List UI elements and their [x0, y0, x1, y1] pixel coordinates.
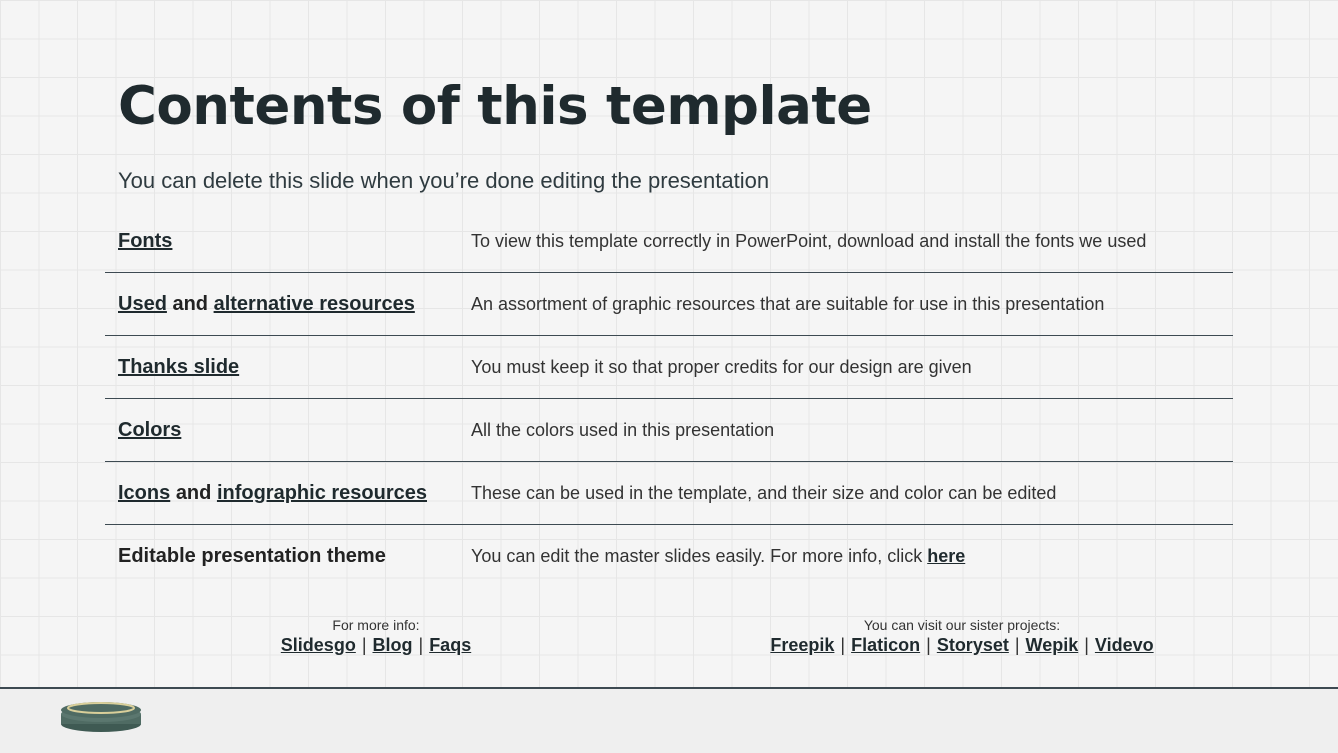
alternative-resources-link[interactable]: alternative resources — [213, 293, 415, 315]
row-description: These can be used in the template, and their size and color can be edited — [471, 483, 1057, 503]
footer-links — [712, 635, 1212, 656]
row-description: You must keep it so that proper credits for our design are given — [471, 357, 972, 377]
row-description: All the colors used in this presentation — [471, 420, 775, 440]
row-label-join: and — [172, 293, 209, 315]
slidesgo-link[interactable]: Slidesgo — [280, 635, 356, 655]
blog-link[interactable]: Blog — [372, 635, 413, 655]
coin-stack-icon — [60, 700, 142, 734]
footer-links — [226, 635, 526, 656]
icons-link[interactable]: Icons — [118, 482, 171, 504]
infographic-resources-link[interactable]: infographic resources — [216, 482, 427, 504]
here-link[interactable]: here — [927, 546, 966, 566]
row-description: To view this template correctly in PowerPoint, download and install the fonts we used — [471, 231, 1147, 251]
separator: | — [361, 635, 367, 655]
row-label — [118, 210, 172, 273]
videvo-link[interactable]: Videvo — [1094, 635, 1154, 655]
row-label — [118, 462, 427, 525]
contents-table — [105, 210, 1233, 588]
footer-caption: For more info: — [332, 617, 420, 633]
freepik-link[interactable]: Freepik — [770, 635, 835, 655]
page-title: Contents of this template — [118, 76, 872, 137]
row-description — [471, 525, 965, 588]
used-resources-link[interactable]: Used — [118, 293, 167, 315]
separator: | — [1084, 635, 1089, 655]
row-description-text: You can edit the master slides easily. For more info, click — [471, 546, 928, 566]
table-row — [105, 462, 1233, 525]
table-row — [105, 525, 1233, 588]
table-row — [105, 273, 1233, 336]
table-row — [105, 399, 1233, 462]
table-row — [105, 210, 1233, 273]
footer-more-info — [226, 617, 526, 656]
separator: | — [926, 635, 931, 655]
storyset-link[interactable]: Storyset — [936, 635, 1009, 655]
page-subtitle: You can delete this slide when you’re done editing the presentation — [118, 168, 770, 193]
footer-caption: You can visit our sister projects: — [863, 617, 1061, 633]
row-label: Editable presentation theme — [118, 545, 386, 567]
thanks-slide-link[interactable]: Thanks slide — [118, 356, 240, 378]
row-label — [118, 273, 415, 336]
separator: | — [840, 635, 846, 655]
row-description: An assortment of graphic resources that are suitable for use in this presentation — [471, 294, 1105, 314]
colors-link[interactable]: Colors — [118, 419, 182, 441]
table-row — [105, 336, 1233, 399]
bottom-bar — [0, 687, 1338, 753]
footer-sister-projects — [712, 617, 1212, 656]
flaticon-link[interactable]: Flaticon — [851, 635, 921, 655]
row-label-join: and — [175, 482, 212, 504]
faqs-link[interactable]: Faqs — [429, 635, 472, 655]
wepik-link[interactable]: Wepik — [1025, 635, 1079, 655]
separator: | — [1014, 635, 1020, 655]
row-label — [118, 336, 239, 399]
separator: | — [418, 635, 424, 655]
fonts-link[interactable]: Fonts — [118, 230, 173, 252]
row-label — [118, 399, 181, 462]
